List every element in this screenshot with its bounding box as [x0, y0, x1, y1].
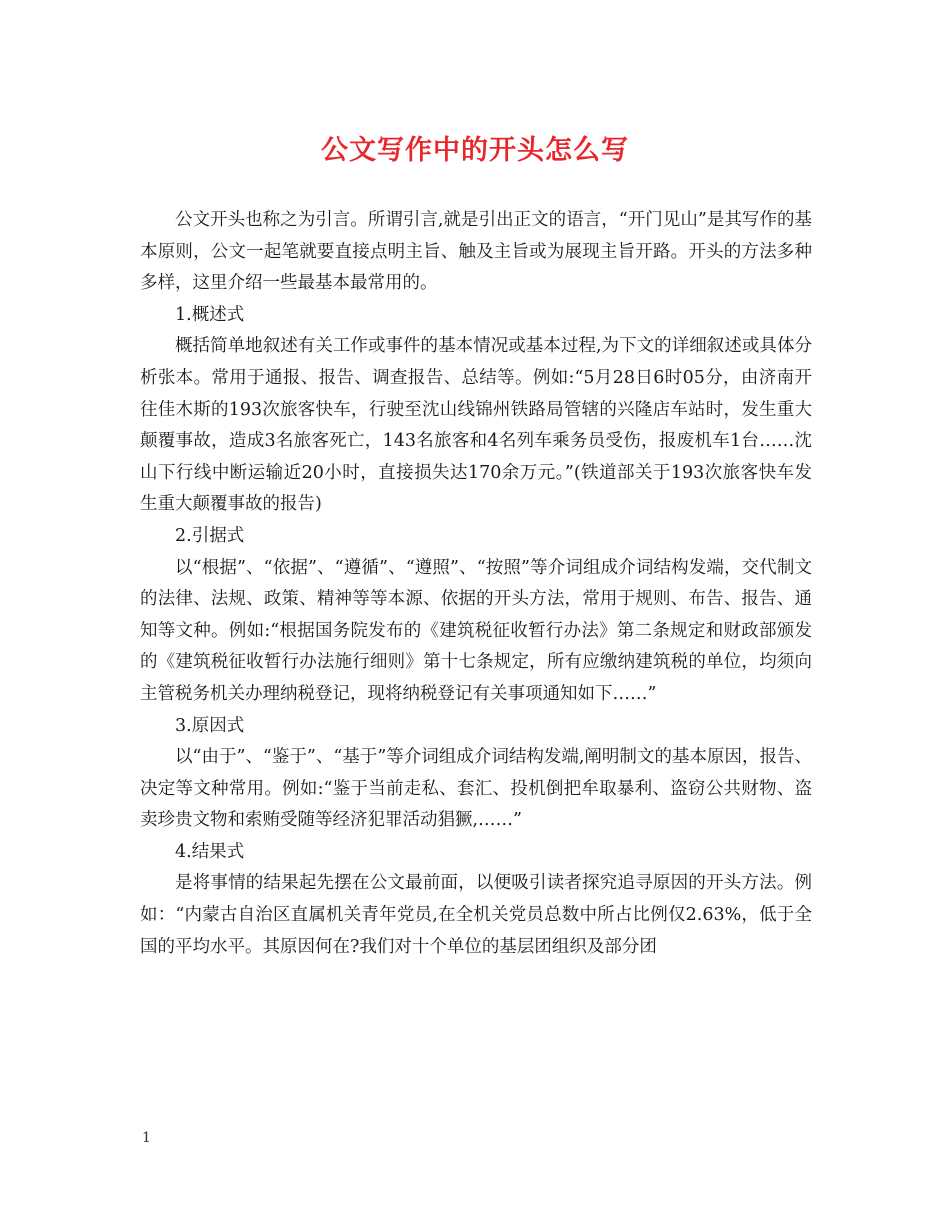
page-number: 1	[142, 1130, 151, 1146]
document-title: 公文写作中的开头怎么写	[321, 135, 629, 166]
paragraph-reason: 以“由于”、“鉴于”、“基于”等介词组成介词结构发端,阐明制文的基本原因，报告、决定等文种常用。例如:“鉴于当前走私、套汇、投机倒把牟取暴利、盗窃公共财物、盗卖珍贵文物和索贿受随等经济犯罪活动猖獗,……”	[140, 747, 812, 831]
section-heading-result: 4.结果式	[175, 841, 245, 862]
paragraph-overview: 概括简单地叙述有关工作或事件的基本情况或基本过程,为下文的详细叙述或具体分析张本。常用于通报、报告、调查报告、总结等。例如:“5月28日6时05分，由济南开往佳木斯的193次旅客快车，行驶至沈山线锦州铁路局管辖的兴隆店车站时，发生重大颠覆事故，造成3名旅客死亡，143名旅客和4名列车乘务员受伤，报废机车1台……沈山下行线中断运输近20小时，直接损失达170余万元。”(铁道部关于193次旅客快车发生重大颠覆事故的报告)	[140, 336, 812, 515]
section-heading-overview: 1.概述式	[175, 304, 245, 325]
paragraph-citation: 以“根据”、“依据”、“遵循”、“遵照”、“按照”等介词组成介词结构发端，交代制文的法律、法规、政策、精神等等本源、依据的开头方法，常用于规则、布告、报告、通知等文种。例如:“根据国务院发布的《建筑税征收暂行办法》第二条规定和财政部颁发的《建筑税征收暂行办法施行细则》第十七条规定，所有应缴纳建筑税的单位，均须向主管税务机关办理纳税登记，现将纳税登记有关事项通知如下……”	[140, 557, 812, 704]
paragraph-result: 是将事情的结果起先摆在公文最前面，以便吸引读者探究追寻原因的开头方法。例如：“内蒙古自治区直属机关青年党员,在全机关党员总数中所占比例仅2.63%，低于全国的平均水平。其原因何在?我们对十个单位的基层团组织及部分团	[140, 873, 812, 957]
section-heading-citation: 2.引据式	[175, 525, 245, 546]
paragraph-intro: 公文开头也称之为引言。所谓引言,就是引出正文的语言，“开门见山”是其写作的基本原则，公文一起笔就要直接点明主旨、触及主旨或为展现主旨开路。开头的方法多种多样，这里介绍一些最基本最常用的。	[140, 210, 812, 294]
document-body	[140, 205, 812, 963]
section-heading-reason: 3.原因式	[175, 715, 245, 736]
